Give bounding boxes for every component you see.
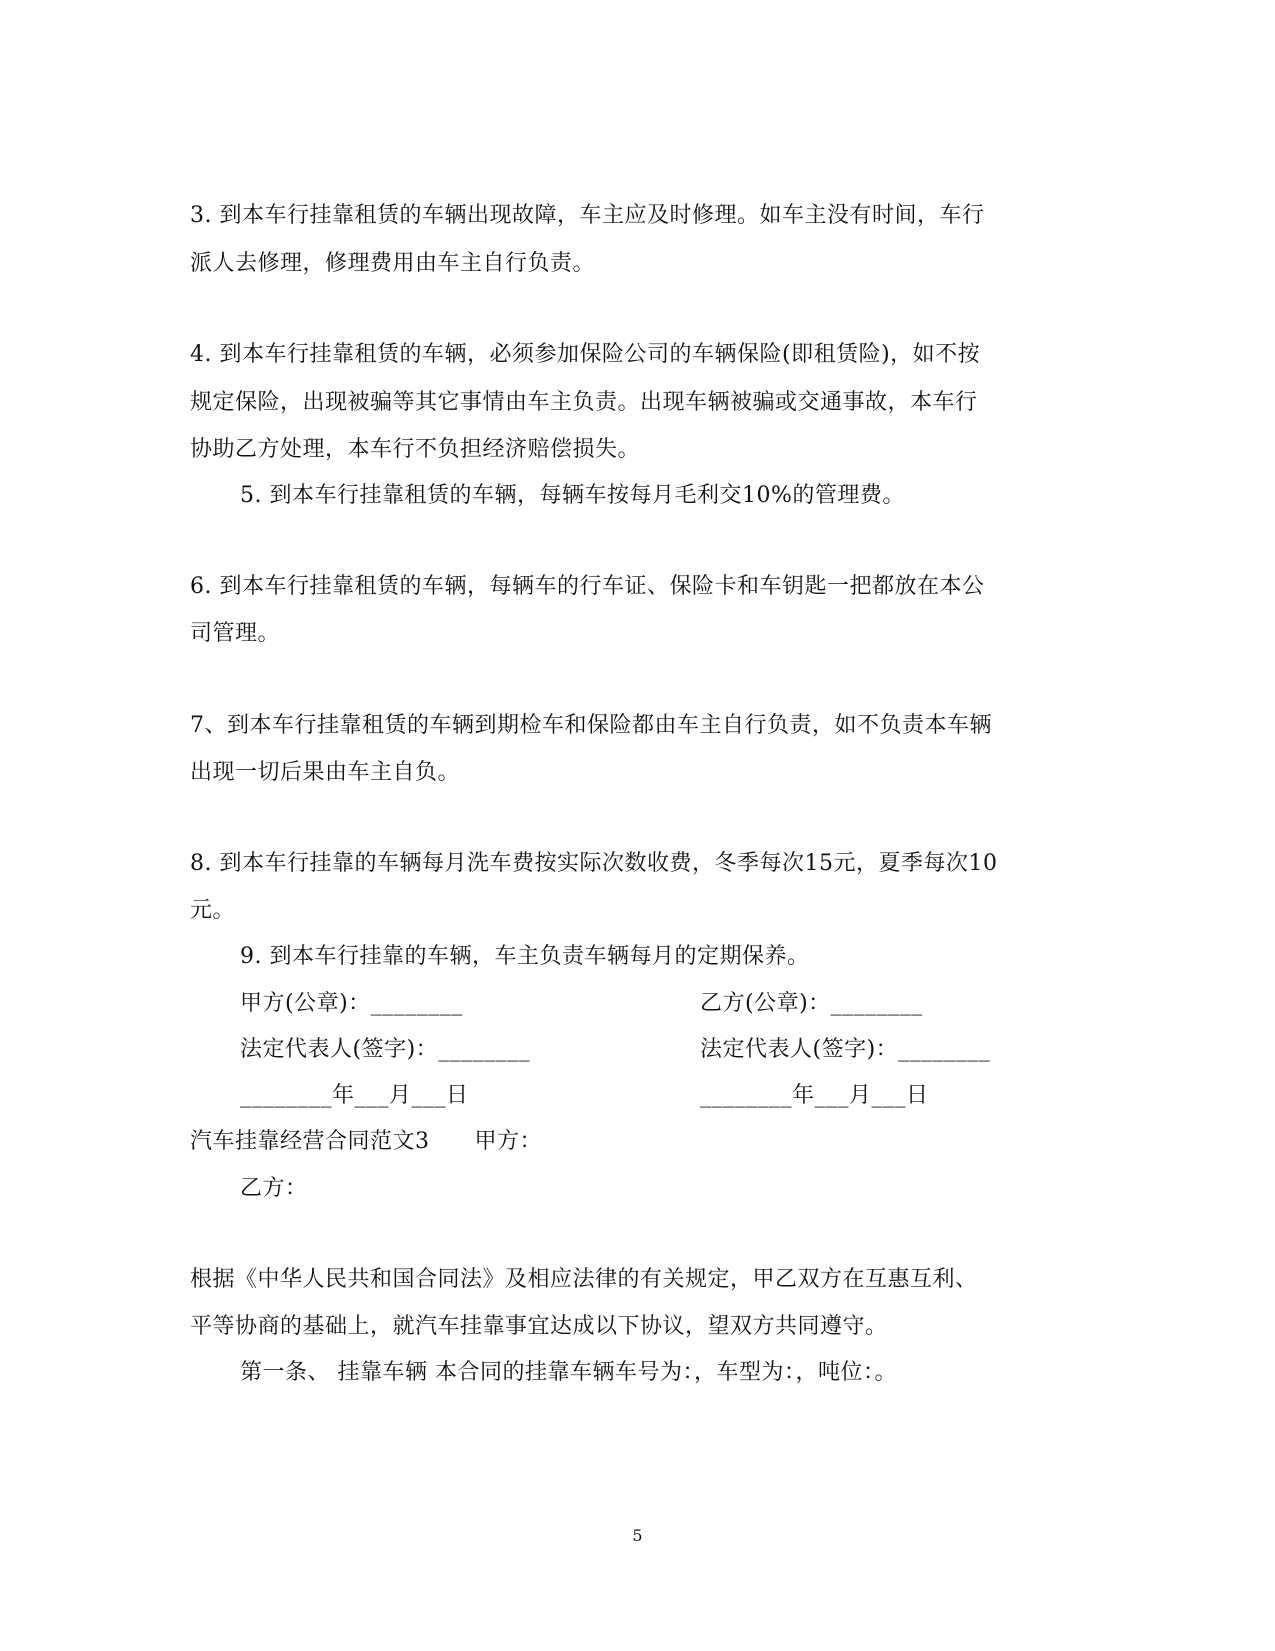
clause-4-line-1: 4. 到本车行挂靠租赁的车辆，必须参加保险公司的车辆保险(即租赁险)，如不按 xyxy=(190,342,981,367)
clause-6-line-2: 司管理。 xyxy=(190,621,281,646)
contract-3-party-b: 乙方： xyxy=(240,1176,308,1201)
clause-7-line-1: 7、到本车行挂靠租赁的车辆到期检车和保险都由车主自行负责，如不负责本车辆 xyxy=(190,713,992,738)
contract-3-title: 汽车挂靠经营合同范文3 甲方： xyxy=(190,1129,542,1154)
clause-6-line-1: 6. 到本车行挂靠租赁的车辆，每辆车的行车证、保险卡和车钥匙一把都放在本公 xyxy=(190,574,985,599)
clause-5-line-1: 5. 到本车行挂靠租赁的车辆，每辆车按每月毛利交10%的管理费。 xyxy=(240,483,905,508)
clause-8-line-2: 元。 xyxy=(190,898,236,923)
clause-9-line-1: 9. 到本车行挂靠的车辆，车主负责车辆每月的定期保养。 xyxy=(240,944,810,969)
contract-3-intro-line-2: 平等协商的基础上，就汽车挂靠事宜达成以下协议，望双方共同遵守。 xyxy=(190,1314,888,1339)
clause-3-line-1: 3. 到本车行挂靠租赁的车辆出现故障，车主应及时修理。如车主没有时间，车行 xyxy=(190,203,985,228)
party-a-date: ________年___月___日 xyxy=(240,1083,469,1108)
contract-3-article-1: 第一条、 挂靠车辆 本合同的挂靠车辆车号为：，车型为：，吨位：。 xyxy=(240,1360,897,1385)
clause-7-line-2: 出现一切后果由车主自负。 xyxy=(190,760,461,785)
party-b-representative: 法定代表人(签字)：________ xyxy=(700,1037,991,1062)
party-a-seal: 甲方(公章)：________ xyxy=(240,991,463,1016)
party-a-representative: 法定代表人(签字)：________ xyxy=(240,1037,531,1062)
clause-4-line-3: 协助乙方处理，本车行不负担经济赔偿损失。 xyxy=(190,437,641,462)
clause-3-line-2: 派人去修理，修理费用由车主自行负责。 xyxy=(190,251,596,276)
page-number: 5 xyxy=(632,1526,643,1545)
clause-4-line-2: 规定保险，出现被骗等其它事情由车主负责。出现车辆被骗或交通事故，本车行 xyxy=(190,390,978,415)
contract-3-intro-line-1: 根据《中华人民共和国合同法》及相应法律的有关规定，甲乙双方在互惠互利、 xyxy=(190,1267,978,1292)
party-b-date: ________年___月___日 xyxy=(700,1083,929,1108)
party-b-seal: 乙方(公章)：________ xyxy=(700,991,923,1016)
clause-8-line-1: 8. 到本车行挂靠的车辆每月洗车费按实际次数收费，冬季每次15元，夏季每次10 xyxy=(190,851,998,876)
